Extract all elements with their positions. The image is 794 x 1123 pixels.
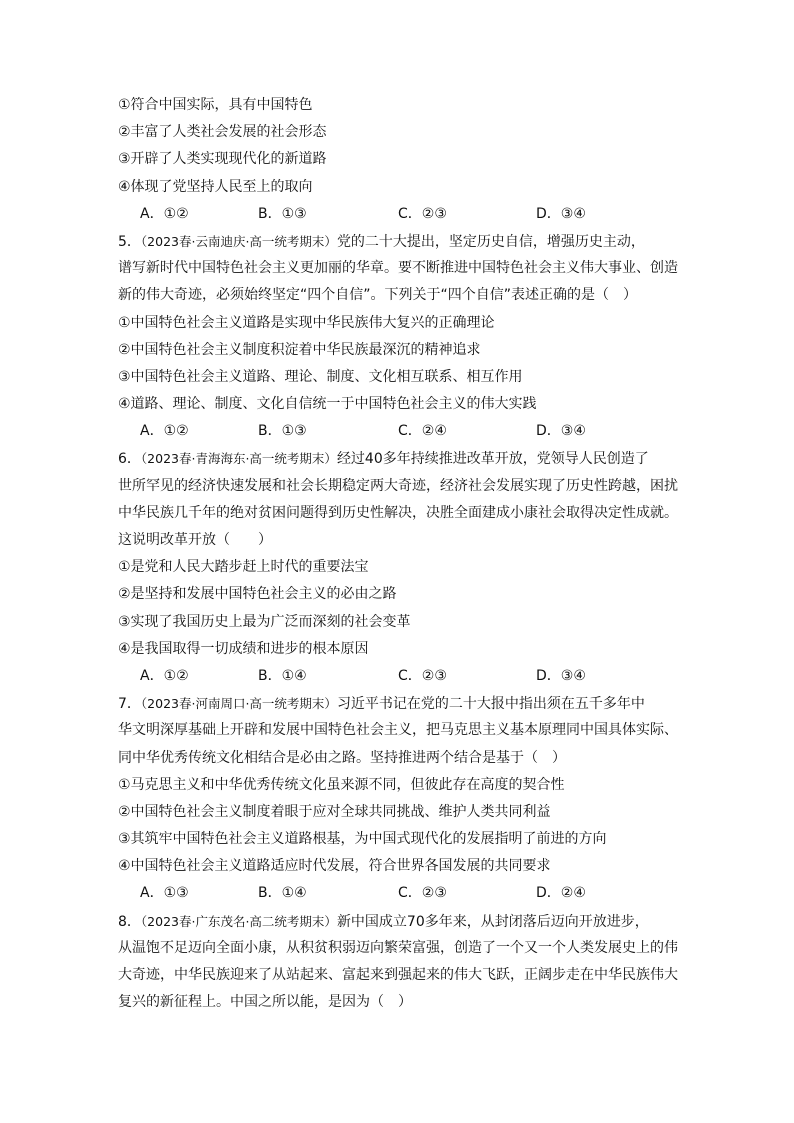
answer-options [118,201,688,228]
question-number: 6． [118,451,141,468]
option-b[interactable]: B．①④ [258,667,307,684]
stem-text: 新的伟大奇迹，必须始终坚定“四个自信”。下列关于“四个自信”表述正确的是（ ） [118,287,638,304]
statement: ②中国特色社会主义制度着眼于应对全球共同挑战、维护人类共同利益 [118,803,551,820]
stem-text: 大奇迹，中华民族迎来了从站起来、富起来到强起来的伟大飞跃，正阔步走在中华民族伟大 [118,967,678,983]
statement: ④体现了党坚持人民至上的取向 [118,178,313,195]
stem-text: 党的二十大提出，坚定历史自信，增强历史主动， [336,233,645,250]
stem-text: 谱写新时代中国特色社会主义更加丽的华章。要不断推进中国特色社会主义伟大事业、创造 [118,260,678,277]
option-c[interactable]: C．②③ [398,885,447,902]
option-b[interactable]: B．①③ [258,423,307,440]
option-b[interactable]: B．①③ [258,205,307,222]
option-d[interactable]: D．③④ [536,667,586,684]
stem-text: 从温饱不足迈向全面小康，从积贫积弱迈向繁荣富强，创造了一个又一个人类发展史上的伟 [118,939,678,956]
option-c[interactable]: C．②③ [398,667,447,684]
stem-text: 这说明改革开放（ ） [118,532,272,548]
option-a[interactable]: A．①② [140,667,189,684]
question-number: 5． [118,233,141,250]
statement: ②中国特色社会主义制度积淀着中华民族最深沉的精神追求 [118,341,481,358]
exam-content [118,92,688,1016]
stem-text: 新中国成立70多年来，从封闭落后迈向开放进步， [336,913,649,930]
question-4 [118,92,688,228]
stem-text: 世所罕见的经济快速发展和社会长期稳定两大奇迹，经济社会发展实现了历史性跨越，困扰 [118,477,678,494]
stem-text: 中华民族几千年的绝对贫困问题得到历史性解决，决胜全面建成小康社会取得决定性成就。 [118,504,678,521]
option-d[interactable]: D．③④ [536,423,586,440]
option-c[interactable]: C．②④ [398,423,447,440]
option-c[interactable]: C．②③ [398,205,447,222]
question-stem [118,908,688,935]
statement: ②是坚持和发展中国特色社会主义的必由之路 [118,586,397,603]
question-number: 7． [118,696,141,713]
answer-options [118,880,688,907]
statement: ①是党和人民大踏步赶上时代的重要法宝 [118,559,369,576]
stem-text: 华文明深厚基础上开辟和发展中国特色社会主义，把马克思主义基本原理同中国具体实际、 [118,722,678,739]
question-6 [118,445,688,690]
question-stem [118,690,688,717]
question-7 [118,690,688,908]
stem-text: 经过40多年持续推进改革开放，党领导人民创造了 [336,451,649,468]
option-a[interactable]: A．①③ [140,885,189,902]
question-5 [118,228,688,446]
answer-options [118,663,688,690]
stem-text: 复兴的新征程上。中国之所以能，是因为（ ） [118,994,412,1011]
statement: ③实现了我国历史上最为广泛而深刻的社会变革 [118,613,411,630]
question-stem [118,445,688,472]
statement: ③中国特色社会主义道路、理论、制度、文化相互联系、相互作用 [118,368,523,385]
option-a[interactable]: A．①② [140,423,189,440]
statement: ①符合中国实际，具有中国特色 [118,97,313,113]
answer-options [118,418,688,445]
question-8 [118,908,688,1017]
question-source: （2023春·广东茂名·高二统考期末） [140,913,337,929]
statement: ①中国特色社会主义道路是实现中华民族伟大复兴的正确理论 [118,314,495,331]
option-d[interactable]: D．②④ [536,885,586,902]
statement: ④中国特色社会主义道路适应时代发展，符合世界各国发展的共同要求 [118,858,551,875]
statement: ④道路、理论、制度、文化自信统一于中国特色社会主义的伟大实践 [118,396,537,413]
question-stem [118,228,688,255]
statement: ①马克思主义和中华优秀传统文化虽来源不同，但彼此存在高度的契合性 [118,776,565,793]
statement: ③开辟了人类实现现代化的新道路 [118,151,327,168]
question-number: 8． [118,913,141,930]
option-a[interactable]: A．①② [140,205,189,222]
stem-text: 同中华优秀传统文化相结合是必由之路。坚持推进两个结合是基于（ ） [118,749,566,766]
statement: ②丰富了人类社会发展的社会形态 [118,124,327,141]
statement: ④是我国取得一切成绩和进步的根本原因 [118,640,369,657]
stem-text: 习近平书记在党的二十大报中指出须在五千多年中 [336,696,645,713]
question-source: （2023春·云南迪庆·高一统考期末） [140,233,337,249]
option-d[interactable]: D．③④ [536,205,586,222]
question-source: （2023春·青海海东·高一统考期末） [140,451,337,467]
option-b[interactable]: B．①④ [258,885,307,902]
question-source: （2023春·河南周口·高一统考期末） [140,696,337,712]
statement: ③其筑牢中国特色社会主义道路根基，为中国式现代化的发展指明了前进的方向 [118,831,607,848]
